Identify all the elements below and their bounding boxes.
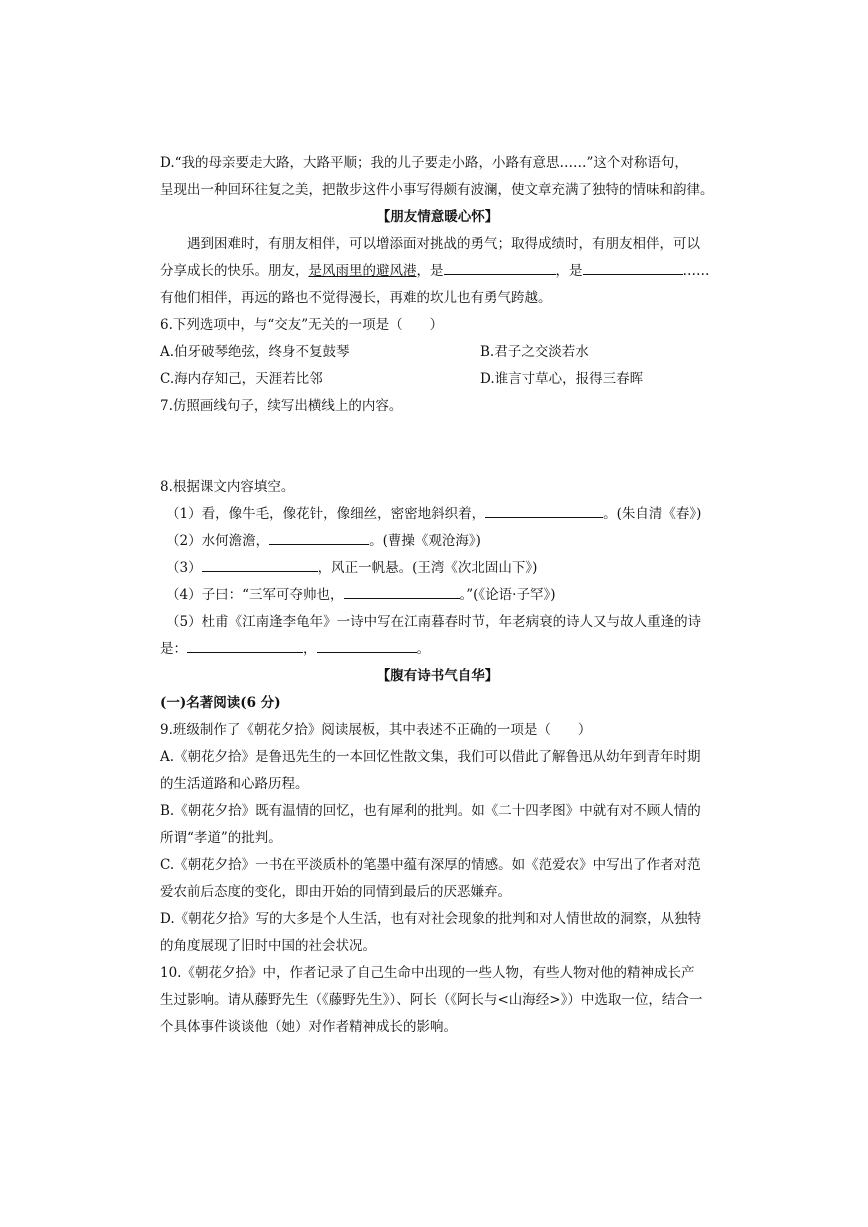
q8-blank-5a[interactable]	[187, 638, 303, 653]
q8-item-text: （3）	[166, 560, 202, 576]
q8-item-text: ，	[303, 641, 317, 657]
q7-stem: 7.仿照画线句子，续写出横线上的内容。	[160, 398, 403, 414]
q9-option-d-line1[interactable]: D.《朝花夕拾》写的大多是个人生活，也有对社会现象的批判和对人情世故的洞察，从独特	[160, 911, 702, 927]
q9-option-d-line2: 的角度展现了旧时中国的社会状况。	[160, 938, 376, 954]
q6-stem: 6.下列选项中，与“交友”无关的一项是（ ）	[160, 317, 444, 333]
q5-option-d-line1: D.“我的母亲要走大路，大路平顺；我的儿子要走小路，小路有意思……”这个对称语句，	[160, 155, 688, 171]
q8-blank-5b[interactable]	[317, 638, 417, 653]
q8-item-text: （4）子曰：“三军可夺帅也，	[166, 587, 344, 603]
q9-option-a-line1[interactable]: A.《朝花夕拾》是鲁迅先生的一本回忆性散文集，我们可以借此了解鲁迅从幼年到青年时期	[160, 749, 701, 765]
q9-option-b-line1[interactable]: B.《朝花夕拾》既有温情的回忆，也有犀利的批判。如《二十四孝图》中就有对不顾人情的	[160, 803, 701, 819]
q10-line3: 个具体事件谈谈他（她）对作者精神成长的影响。	[160, 1019, 457, 1035]
q8-stem: 8.根据课文内容填空。	[160, 479, 295, 495]
q8-blank-2[interactable]	[269, 530, 369, 545]
friend-paragraph-line1: 遇到困难时，有朋友相伴，可以增添面对挑战的勇气；取得成绩时，有朋友相伴，可以	[187, 236, 700, 252]
q9-stem: 9.班级制作了《朝花夕拾》阅读展板，其中表述不正确的一项是（ ）	[160, 722, 592, 738]
q9-option-c-line2: 爱农前后态度的变化，即由开始的同情到最后的厌恶嫌弃。	[160, 884, 511, 900]
q6-options-row1	[160, 339, 715, 366]
q6-option-c[interactable]: C.海内存知己，天涯若比邻	[160, 371, 323, 387]
q8-item-5: （5）杜甫《江南逢李龟年》一诗中写在江南暮春时节，年老病衰的诗人又与故人重逢的诗	[166, 614, 702, 630]
underlined-model-sentence: 是风雨里的避风港	[308, 263, 417, 279]
q6-options-row2	[160, 366, 715, 393]
q9-option-c-line1[interactable]: C.《朝花夕拾》一书在平淡质朴的笔墨中蕴有深厚的情感。如《范爱农》中写出了作者对范	[160, 857, 701, 873]
q6-option-a[interactable]: A.伯牙破琴绝弦，终身不复鼓琴	[160, 344, 350, 360]
q8-blank-3[interactable]	[202, 557, 318, 572]
q8-blank-4[interactable]	[344, 584, 460, 599]
q9-option-a-line2: 的生活道路和心路历程。	[160, 776, 309, 792]
q8-item-text: 。(曹操《观沧海》)	[369, 533, 481, 549]
q8-item-text: 。”(《论语·子罕》)	[459, 587, 556, 603]
friend-text: ……	[682, 263, 710, 279]
q8-item-1	[160, 501, 715, 528]
section-subtitle-reading: (一)名著阅读(6 分)	[160, 695, 281, 711]
q8-blank-1[interactable]	[485, 503, 603, 518]
friend-paragraph-line3: 有他们相伴，再远的路也不觉得漫长，再难的坎儿也有勇气跨越。	[160, 290, 552, 306]
fill-blank-2[interactable]	[583, 260, 683, 275]
q8-item-text: 是：	[160, 641, 187, 657]
q8-item-text: 。(朱自清《春》)	[603, 506, 702, 522]
q8-item-text: ，风正一帆悬。(王湾《次北固山下》)	[317, 560, 538, 576]
q9-option-b-line2: 所谓“孝道”的批判。	[160, 830, 282, 846]
worksheet-page	[160, 150, 715, 1041]
section-title-poem: 【腹有诗书气自华】	[376, 668, 499, 684]
q5-option-d-line2: 呈现出一种回环往复之美，把散步这件小事写得颇有波澜，使文章充满了独特的情味和韵律。	[160, 182, 714, 198]
q10-line1: 10.《朝花夕拾》中，作者记录了自己生命中出现的一些人物，有些人物对他的精神成长产	[160, 965, 695, 981]
q10-line2: 生过影响。请从藤野先生（《藤野先生》）、阿长（《阿长与<山海经>》）中选取一位，结合一	[160, 992, 703, 1008]
friend-text: 分享成长的快乐。朋友，	[160, 263, 309, 279]
friend-text: ，是	[416, 263, 444, 279]
q6-option-d[interactable]: D.谁言寸草心，报得三春晖	[480, 371, 644, 387]
q8-item-3	[160, 555, 715, 582]
friend-paragraph-line2	[160, 258, 715, 285]
q8-item-5-answer	[160, 636, 715, 663]
q8-item-text: （2）水何澹澹，	[166, 533, 270, 549]
q8-item-text: 。	[416, 641, 430, 657]
q8-item-4	[160, 582, 715, 609]
fill-blank-1[interactable]	[444, 260, 556, 275]
q8-item-2	[160, 528, 715, 555]
friend-text: ，是	[555, 263, 583, 279]
section-title-friend: 【朋友情意暖心怀】	[376, 209, 499, 225]
q8-item-text: （1）看，像牛毛，像花针，像细丝，密密地斜织着，	[166, 506, 486, 522]
q6-option-b[interactable]: B.君子之交淡若水	[480, 344, 589, 360]
q7-answer-space[interactable]	[160, 420, 715, 474]
